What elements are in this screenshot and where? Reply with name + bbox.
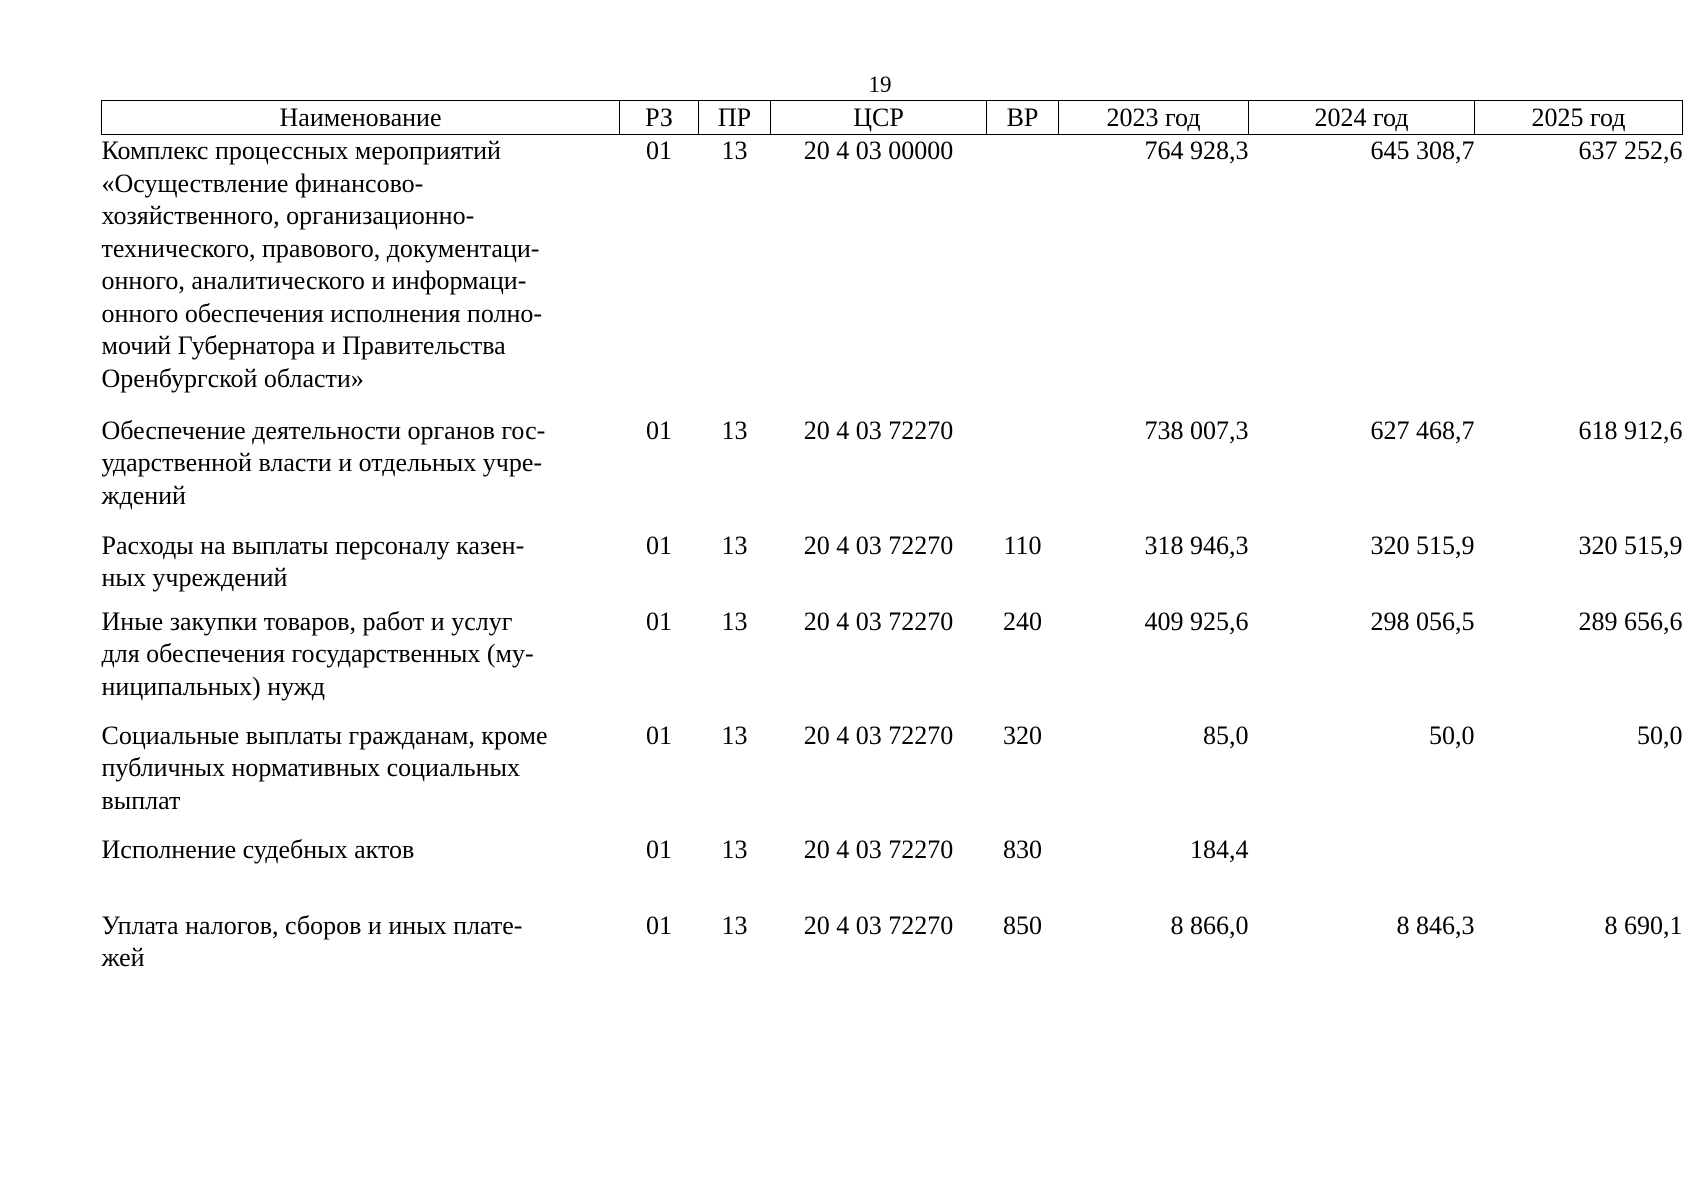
row-name-line: публичных нормативных социальных bbox=[101, 753, 520, 782]
row-pr-cell: 13 bbox=[721, 606, 748, 636]
row-pr-cell: 13 bbox=[721, 910, 748, 940]
row-vr-cell bbox=[987, 135, 1059, 415]
header-csr: ЦСР bbox=[771, 101, 987, 135]
header-pr: ПР bbox=[699, 101, 771, 135]
row-rz-cell: 01 bbox=[646, 606, 672, 636]
row-rz-cell: 01 bbox=[646, 834, 672, 864]
row-2024-cell: 298 056,5 bbox=[1370, 606, 1475, 636]
row-2024-cell bbox=[1249, 834, 1475, 910]
row-name-cell bbox=[102, 415, 620, 530]
header-2024: 2024 год bbox=[1249, 101, 1475, 135]
row-csr-cell: 20 4 03 72270 bbox=[803, 606, 954, 636]
row-pr-cell: 13 bbox=[721, 530, 748, 560]
budget-table bbox=[101, 100, 1683, 990]
row-name-line: Обеспечение деятельности органов гос- bbox=[101, 415, 546, 445]
page-number: 19 bbox=[868, 72, 892, 97]
row-2025-cell: 289 656,6 bbox=[1578, 606, 1683, 636]
row-csr-cell: 20 4 03 72270 bbox=[803, 910, 954, 940]
row-name-cell bbox=[102, 720, 620, 834]
row-name-line: Исполнение судебных актов bbox=[101, 834, 415, 864]
row-name-cell bbox=[102, 910, 620, 990]
row-pr-cell: 13 bbox=[721, 136, 748, 165]
row-rz-cell: 01 bbox=[646, 415, 672, 445]
row-2023-cell: 738 007,3 bbox=[1144, 415, 1249, 445]
row-rz-cell: 01 bbox=[646, 720, 672, 750]
header-rz: РЗ bbox=[620, 101, 699, 135]
row-name-cell bbox=[102, 530, 620, 606]
row-name-line: ждений bbox=[101, 480, 186, 510]
row-2025-cell: 50,0 bbox=[1637, 720, 1683, 750]
table-row bbox=[102, 530, 1683, 606]
row-pr-cell: 13 bbox=[721, 720, 748, 750]
row-vr-cell: 320 bbox=[1003, 720, 1042, 750]
row-pr-cell: 13 bbox=[721, 834, 748, 864]
row-2024-cell: 50,0 bbox=[1429, 720, 1475, 750]
row-name-line: жей bbox=[101, 943, 145, 972]
row-name-line: для обеспечения государственных (му- bbox=[101, 639, 534, 668]
row-name-line: «Осуществление финансово- bbox=[101, 168, 424, 198]
header-2025: 2025 год bbox=[1475, 101, 1683, 135]
row-2024-cell: 8 846,3 bbox=[1396, 910, 1475, 940]
row-rz-cell: 01 bbox=[646, 910, 672, 940]
row-2023-cell: 318 946,3 bbox=[1144, 530, 1249, 560]
row-rz-cell: 01 bbox=[646, 530, 672, 560]
row-name-cell bbox=[102, 834, 620, 910]
row-pr-cell: 13 bbox=[721, 415, 748, 445]
table-row bbox=[102, 720, 1683, 834]
row-rz-cell: 01 bbox=[646, 136, 672, 165]
row-csr-cell: 20 4 03 72270 bbox=[803, 415, 954, 445]
row-name-line: Социальные выплаты гражданам, кроме bbox=[101, 720, 548, 750]
row-2025-cell: 320 515,9 bbox=[1578, 530, 1683, 560]
row-vr-cell: 110 bbox=[1003, 530, 1042, 560]
row-name-line: Оренбургской области» bbox=[101, 363, 364, 393]
row-csr-cell: 20 4 03 00000 bbox=[803, 136, 954, 165]
row-name-line: Комплекс процессных мероприятий bbox=[101, 136, 501, 165]
header-vr: ВР bbox=[987, 101, 1059, 135]
row-csr-cell: 20 4 03 72270 bbox=[803, 834, 954, 864]
table-row bbox=[102, 834, 1683, 910]
row-vr-cell: 830 bbox=[1003, 834, 1042, 864]
header-2023: 2023 год bbox=[1059, 101, 1249, 135]
row-2025-cell: 618 912,6 bbox=[1578, 415, 1683, 445]
row-name-line: выплат bbox=[101, 785, 181, 815]
row-2023-cell: 8 866,0 bbox=[1170, 910, 1249, 940]
row-2025-cell: 637 252,6 bbox=[1578, 136, 1683, 165]
row-2023-cell: 409 925,6 bbox=[1144, 606, 1249, 636]
row-name-line: онного обеспечения исполнения полно- bbox=[101, 298, 543, 328]
row-name-line: ных учреждений bbox=[101, 563, 288, 592]
row-name-line: Иные закупки товаров, работ и услуг bbox=[101, 606, 513, 636]
table-row bbox=[102, 910, 1683, 990]
row-name-line: Уплата налогов, сборов и иных плате- bbox=[101, 910, 523, 940]
table-row bbox=[102, 135, 1683, 415]
row-name-line: технического, правового, документаци- bbox=[101, 233, 540, 263]
row-2024-cell: 645 308,7 bbox=[1370, 136, 1475, 165]
row-name-line: Расходы на выплаты персоналу казен- bbox=[101, 530, 525, 560]
row-vr-cell bbox=[987, 415, 1059, 530]
row-2024-cell: 320 515,9 bbox=[1370, 530, 1475, 560]
table-row bbox=[102, 415, 1683, 530]
row-name-line: ударственной власти и отдельных учре- bbox=[101, 448, 543, 477]
row-2023-cell: 764 928,3 bbox=[1144, 136, 1249, 165]
header-row bbox=[102, 101, 1683, 135]
row-csr-cell: 20 4 03 72270 bbox=[803, 530, 954, 560]
row-vr-cell: 850 bbox=[1003, 910, 1042, 940]
row-2024-cell: 627 468,7 bbox=[1370, 415, 1475, 445]
row-name-line: ниципальных) нужд bbox=[101, 671, 325, 701]
row-name-line: хозяйственного, организационно- bbox=[101, 201, 475, 230]
row-name-cell bbox=[102, 135, 620, 415]
row-2023-cell: 85,0 bbox=[1203, 720, 1249, 750]
row-vr-cell: 240 bbox=[1003, 606, 1042, 636]
table-body bbox=[102, 135, 1683, 990]
row-2023-cell: 184,4 bbox=[1190, 834, 1249, 864]
row-2025-cell bbox=[1475, 834, 1683, 910]
row-2025-cell: 8 690,1 bbox=[1604, 910, 1683, 940]
row-name-line: онного, аналитического и информаци- bbox=[101, 266, 527, 295]
table-row bbox=[102, 606, 1683, 720]
row-csr-cell: 20 4 03 72270 bbox=[803, 720, 954, 750]
row-name-cell bbox=[102, 606, 620, 720]
table-header bbox=[102, 101, 1683, 135]
row-name-line: мочий Губернатора и Правительства bbox=[101, 331, 506, 360]
header-name: Наименование bbox=[102, 101, 620, 135]
